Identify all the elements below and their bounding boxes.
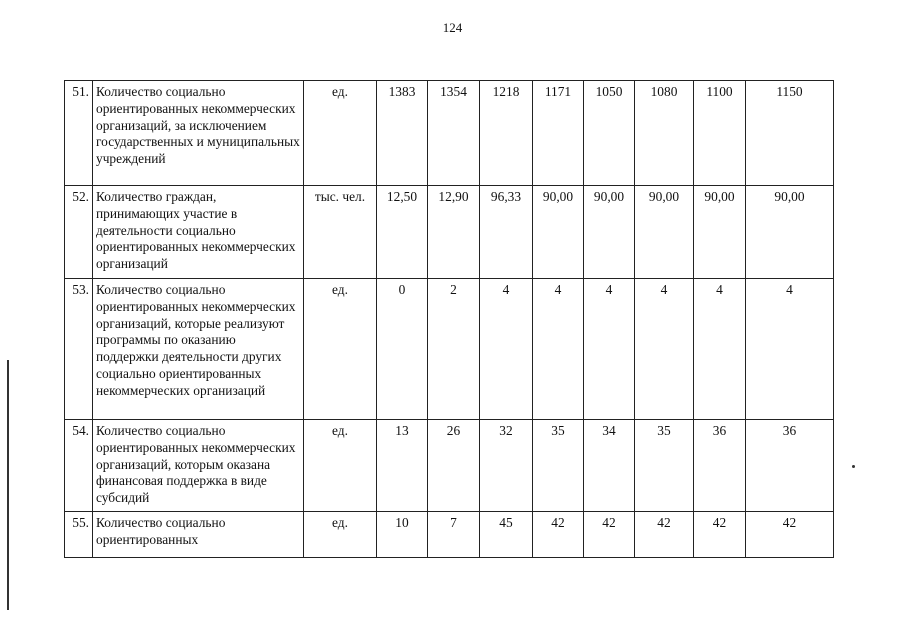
unit-cell: ед. [304,81,377,186]
table-row [65,420,834,512]
value-cell: 7 [428,512,480,558]
table-row [65,279,834,420]
value-cell: 45 [480,512,533,558]
row-number: 52. [65,186,93,279]
row-number: 54. [65,420,93,512]
value-cell: 90,00 [533,186,584,279]
unit-cell: ед. [304,420,377,512]
value-cell: 12,90 [428,186,480,279]
value-cell: 10 [377,512,428,558]
row-number: 51. [65,81,93,186]
value-cell: 1050 [584,81,635,186]
unit-cell: тыс. чел. [304,186,377,279]
value-cell: 1100 [694,81,746,186]
value-cell: 1150 [746,81,834,186]
table-row [65,81,834,186]
value-cell: 1354 [428,81,480,186]
value-cell: 32 [480,420,533,512]
row-number: 53. [65,279,93,420]
value-cell: 42 [533,512,584,558]
value-cell: 90,00 [694,186,746,279]
value-cell: 1080 [635,81,694,186]
table-body [65,81,834,558]
value-cell: 96,33 [480,186,533,279]
unit-cell: ед. [304,279,377,420]
value-cell: 4 [480,279,533,420]
value-cell: 42 [694,512,746,558]
value-cell: 12,50 [377,186,428,279]
unit-cell: ед. [304,512,377,558]
value-cell: 1218 [480,81,533,186]
value-cell: 2 [428,279,480,420]
value-cell: 34 [584,420,635,512]
scan-dot [852,465,855,468]
value-cell: 4 [746,279,834,420]
value-cell: 90,00 [635,186,694,279]
value-cell: 26 [428,420,480,512]
indicator-name: Количество социально ориентированных некоммерческих организаций, за исключением государственных и муниципальных учреждений [93,81,304,186]
value-cell: 90,00 [746,186,834,279]
value-cell: 42 [635,512,694,558]
table-row [65,186,834,279]
row-number: 55. [65,512,93,558]
value-cell: 36 [694,420,746,512]
value-cell: 42 [584,512,635,558]
value-cell: 36 [746,420,834,512]
value-cell: 0 [377,279,428,420]
value-cell: 42 [746,512,834,558]
value-cell: 4 [694,279,746,420]
value-cell: 4 [533,279,584,420]
value-cell: 4 [584,279,635,420]
table-row [65,512,834,558]
indicator-name: Количество социально ориентированных [93,512,304,558]
indicators-table [64,80,834,558]
value-cell: 90,00 [584,186,635,279]
value-cell: 1383 [377,81,428,186]
page-number: 124 [442,20,463,35]
indicator-name: Количество граждан, принимающих участие в деятельности социально ориентированных некоммерческих организаций [93,186,304,279]
indicator-name: Количество социально ориентированных некоммерческих организаций, которые реализуют программы по оказанию поддержки деятельности других социально ориентированных некоммерческих организаций [93,279,304,420]
scan-edge-line [7,360,9,610]
indicator-name: Количество социально ориентированных некоммерческих организаций, которым оказана финансовая поддержка в виде субсидий [93,420,304,512]
value-cell: 35 [635,420,694,512]
value-cell: 4 [635,279,694,420]
value-cell: 35 [533,420,584,512]
value-cell: 1171 [533,81,584,186]
value-cell: 13 [377,420,428,512]
